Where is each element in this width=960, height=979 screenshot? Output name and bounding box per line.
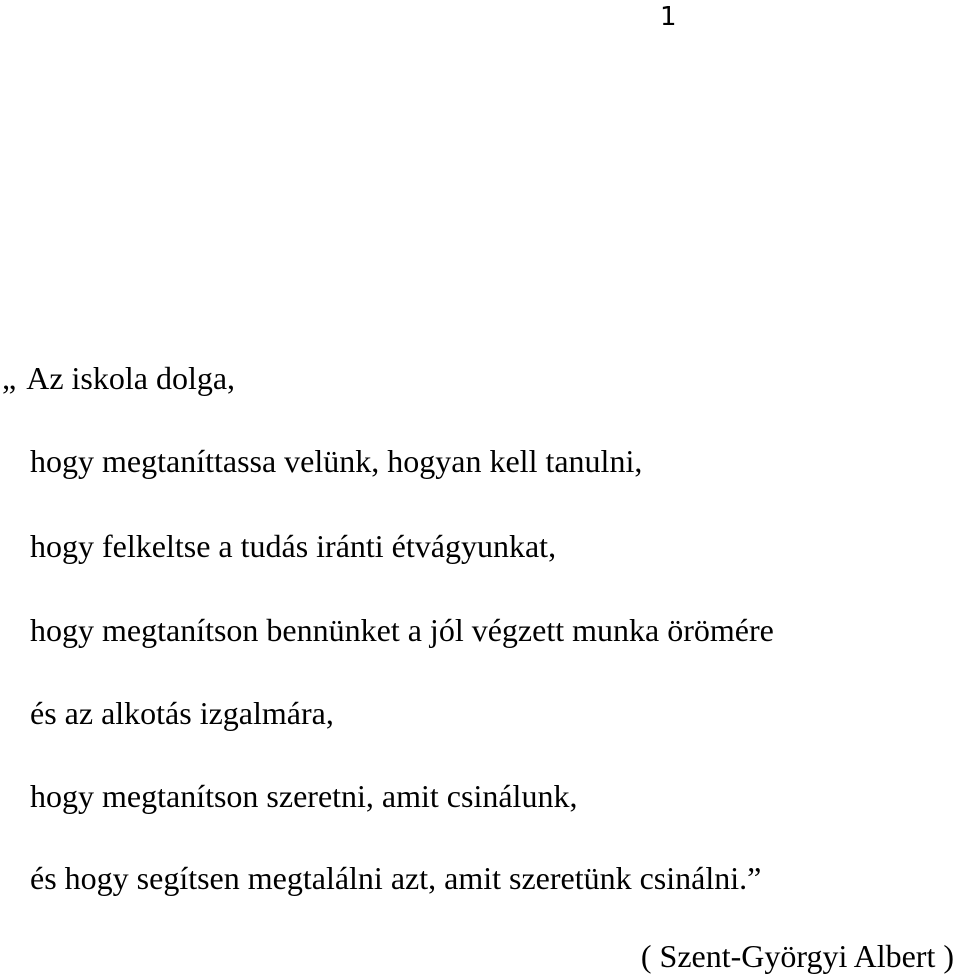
page-number: 1 [660,2,677,32]
quote-line-4: hogy megtanítson bennünket a jól végzett munka örömére [30,612,774,648]
quote-line-1-text: Az iskola dolga, [26,360,236,396]
quote-line-5: és az alkotás izgalmára, [30,695,334,731]
quote-line-7: és hogy segítsen megtalálni azt, amit szeretünk csinálni.” [30,860,762,896]
quote-line-2: hogy megtaníttassa velünk, hogyan kell tanulni, [30,443,643,479]
quote-line-1 [2,358,235,398]
quote-line-6: hogy megtanítson szeretni, amit csinálunk, [30,778,578,814]
opening-quote-mark: „ [2,360,17,396]
quote-line-3: hogy felkeltse a tudás iránti étvágyunkat, [30,528,557,564]
quote-attribution: ( Szent-Györgyi Albert ) [640,938,954,974]
